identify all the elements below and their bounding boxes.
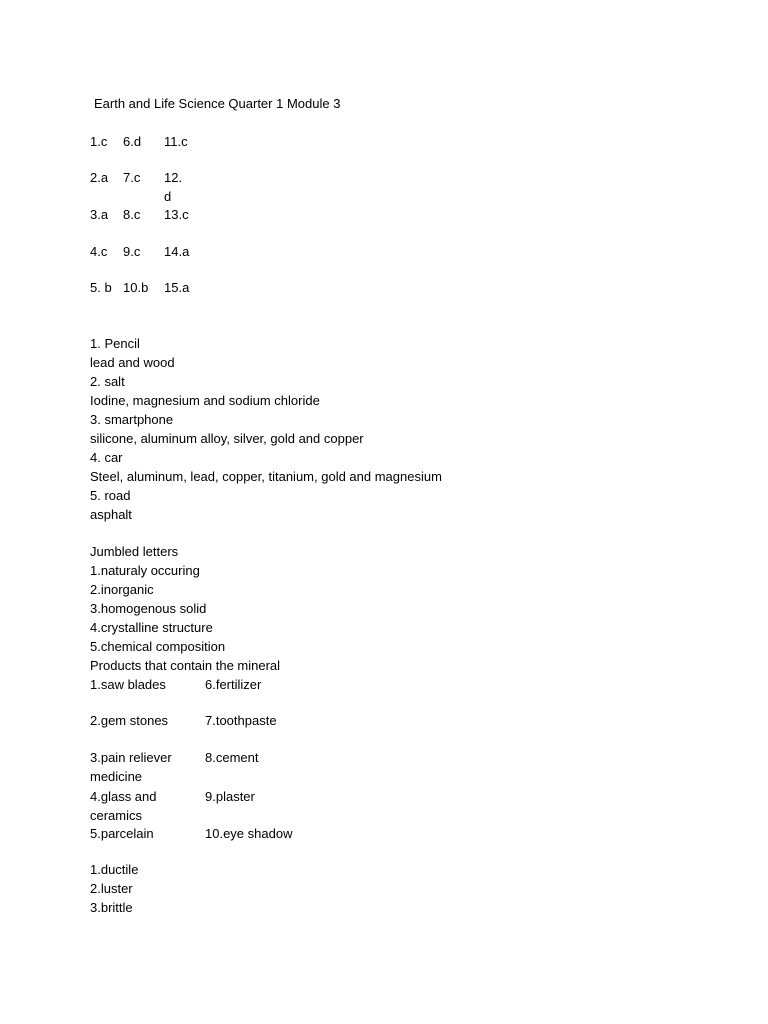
product-cell: 3.pain reliever medicine — [90, 750, 172, 784]
answer-cell: 7.c — [123, 170, 141, 185]
product-cell: 5.parcelain — [90, 826, 154, 841]
list-item: 1. Pencil — [90, 336, 140, 351]
list-item: 2.inorganic — [90, 582, 154, 597]
answer-cell: 15.a — [164, 280, 190, 295]
list-item: 3. smartphone — [90, 412, 174, 427]
answer-cell: 12. d — [164, 170, 183, 204]
product-cell: 10.eye shadow — [205, 826, 293, 841]
section-heading: Jumbled letters — [90, 544, 179, 559]
answer-cell: 2.a — [90, 170, 109, 185]
product-cell: 1.saw blades — [90, 677, 166, 692]
answer-cell: 11.c — [164, 134, 188, 149]
list-item: 2. salt — [90, 374, 125, 389]
list-item: 5. road — [90, 488, 131, 503]
answer-cell: 1.c — [90, 134, 108, 149]
answer-cell: 6.d — [123, 134, 142, 149]
answer-cell: 5. b — [90, 280, 112, 295]
product-cell: 6.fertilizer — [205, 677, 262, 692]
list-item: silicone, aluminum alloy, silver, gold and copper — [90, 431, 364, 446]
section-heading: Products that contain the mineral — [90, 658, 281, 673]
list-item: 3.brittle — [90, 900, 133, 915]
list-item: 5.chemical composition — [90, 639, 226, 654]
document-title: Earth and Life Science Quarter 1 Module 3 — [94, 96, 341, 111]
answer-cell: 3.a — [90, 207, 109, 222]
list-item: 4.crystalline structure — [90, 620, 213, 635]
list-item: 4. car — [90, 450, 123, 465]
answer-cell: 9.c — [123, 244, 141, 259]
answer-cell: 13.c — [164, 207, 189, 222]
list-item: 3.homogenous solid — [90, 601, 207, 616]
list-item: lead and wood — [90, 355, 175, 370]
list-item: 1.ductile — [90, 862, 139, 877]
product-cell: 8.cement — [205, 750, 259, 765]
list-item: asphalt — [90, 507, 132, 522]
answer-cell: 14.a — [164, 244, 190, 259]
list-item: Steel, aluminum, lead, copper, titanium, gold and magnesium — [90, 469, 442, 484]
answer-cell: 10.b — [123, 280, 149, 295]
list-item: 2.luster — [90, 881, 133, 896]
product-cell: 9.plaster — [205, 789, 255, 804]
list-item: 1.naturaly occuring — [90, 563, 200, 578]
list-item: Iodine, magnesium and sodium chloride — [90, 393, 320, 408]
answer-cell: 4.c — [90, 244, 108, 259]
product-cell: 2.gem stones — [90, 713, 169, 728]
product-cell: 4.glass and ceramics — [90, 789, 157, 823]
answer-cell: 8.c — [123, 207, 141, 222]
product-cell: 7.toothpaste — [205, 713, 277, 728]
